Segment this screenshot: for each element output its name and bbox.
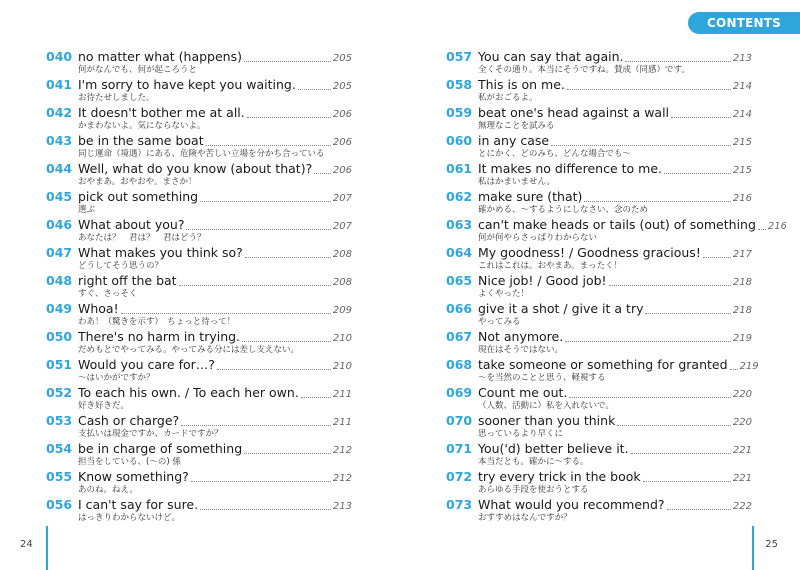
entry-page-number: 215 [732,165,752,176]
dot-leader [609,282,731,286]
entry-page-number: 212 [332,445,352,456]
dot-leader [565,338,731,342]
entry-page-number: 211 [332,389,352,400]
entry-translation: はっきりわからないけど。 [78,513,181,523]
dot-leader [186,226,330,230]
dot-leader [244,450,331,454]
dot-leader [617,422,731,426]
dot-leader [179,282,331,286]
entry-number: 054 [46,441,73,456]
entry-translation: 無理なことを試みる [478,121,555,131]
toc-entry-line [446,497,752,513]
dot-leader [730,366,738,370]
entry-number: 062 [446,189,473,204]
toc-entry[interactable] [446,385,752,413]
entry-number: 044 [46,161,73,176]
toc-entry-line [446,133,752,149]
entry-translation: 確かめる、〜するようにしなさい、念のため [478,205,649,215]
toc-entry[interactable] [446,133,752,161]
entry-number: 067 [446,329,473,344]
toc-entry[interactable] [446,217,787,245]
dot-leader [245,254,331,258]
dot-leader [121,310,331,314]
entry-number: 053 [46,413,73,428]
entry-phrase: right off the bat [78,273,177,288]
dot-leader [200,506,331,510]
toc-entry[interactable] [46,301,352,329]
entry-number: 064 [446,245,473,260]
entry-translation: よくやった！ [478,289,530,299]
entry-translation: おやまあ。おやおや。まさか！ [78,177,197,187]
entry-phrase: You('d) better believe it. [478,441,629,456]
entry-number: 069 [446,385,473,400]
toc-entry[interactable] [446,77,752,105]
toc-entry[interactable] [46,469,352,497]
entry-number: 070 [446,413,473,428]
dot-leader [625,58,730,62]
toc-entry[interactable] [46,441,352,469]
entry-phrase: There's no harm in trying. [78,329,241,344]
entry-page-number: 216 [767,221,787,232]
toc-entry-line [46,217,352,233]
entry-translation: あなたは？ 君は？ 君はどう？ [78,233,206,243]
entry-translation: とにかく、どのみち、どんな場合でも〜 [478,149,631,159]
dot-leader [301,394,331,398]
toc-entry[interactable] [446,105,752,133]
entry-number: 057 [446,49,473,64]
toc-entry[interactable] [46,189,352,217]
entry-phrase: Not anymore. [478,329,564,344]
dot-leader [298,86,331,90]
toc-entry-line [46,133,352,149]
toc-entry-line [446,161,752,177]
entry-translation: 〜を当然のことと思う、軽視する [478,373,606,383]
entry-phrase: What about you? [78,217,185,232]
entry-phrase: Nice job! / Good job! [478,273,607,288]
entry-page-number: 205 [332,53,352,64]
toc-entry-line [46,441,352,457]
toc-entry[interactable] [446,189,752,217]
dot-leader [631,450,731,454]
entry-page-number: 205 [332,81,352,92]
entry-phrase: It doesn't bother me at all. [78,105,245,120]
entry-translation: 選ぶ [78,205,96,215]
toc-entry[interactable] [46,413,352,441]
entry-phrase: no matter what (happens) [78,49,242,64]
toc-entry[interactable] [446,357,759,385]
entry-phrase: You can say that again. [478,49,624,64]
entry-phrase: Know something? [78,469,189,484]
dot-leader [643,478,731,482]
entry-phrase: This is on me. [478,77,565,92]
entry-phrase: It makes no difference to me. [478,161,662,176]
toc-entry[interactable] [446,497,752,525]
dot-leader [584,198,731,202]
toc-entry-line [46,245,352,261]
entry-translation: 担当をしている、(〜の) 係 [78,457,181,467]
toc-entry[interactable] [46,105,352,133]
entry-translation: お待たせしました。 [78,93,155,103]
entry-number: 056 [46,497,73,512]
toc-entry-line [446,357,759,373]
entry-phrase: take someone or something for granted [478,357,728,372]
entry-page-number: 208 [332,249,352,260]
entry-number: 072 [446,469,473,484]
entry-number: 061 [446,161,473,176]
entry-number: 049 [46,301,73,316]
toc-entry[interactable] [446,441,752,469]
entry-page-number: 216 [732,193,752,204]
toc-entry-line [446,301,752,317]
entry-phrase: beat one's head against a wall [478,105,670,120]
entry-number: 059 [446,105,473,120]
entry-number: 041 [46,77,73,92]
dot-leader [667,506,731,510]
entry-number: 068 [446,357,473,372]
toc-entry-line [46,413,352,429]
entry-translation: 同じ運命（境遇）にある、危険や苦しい立場を分かち合っている [78,149,325,159]
entry-number: 060 [446,133,473,148]
toc-entry-line [46,497,352,513]
entry-page-number: 220 [732,417,752,428]
toc-entry-line [46,161,352,177]
entry-page-number: 212 [332,473,352,484]
entry-page-number: 207 [332,193,352,204]
entry-page-number: 215 [732,137,752,148]
entry-page-number: 207 [332,221,352,232]
toc-entry[interactable] [46,273,352,301]
entry-phrase: Cash or charge? [78,413,180,428]
toc-entry[interactable] [446,301,752,329]
entry-page-number: 210 [332,333,352,344]
toc-entry-line [446,217,787,233]
dot-leader [247,114,331,118]
entry-number: 043 [46,133,73,148]
dot-leader [217,366,331,370]
toc-entry[interactable] [46,357,352,385]
entry-phrase: Count me out. [478,385,568,400]
entry-page-number: 210 [332,361,352,372]
dot-leader [181,422,331,426]
page-number-left: 24 [20,539,33,550]
entry-number: 055 [46,469,73,484]
dot-leader [242,338,331,342]
margin-rule-left [46,526,48,570]
entry-phrase: make sure (that) [478,189,583,204]
dot-leader [200,198,331,202]
entry-number: 040 [46,49,73,64]
entry-translation: これはこれは。おやまあ。まったく！ [478,261,623,271]
toc-entry-line [446,413,752,429]
entry-translation: 〜はいかがですか？ [78,373,155,383]
entry-translation: 好き好きだ。 [78,401,130,411]
toc-entry-line [46,77,352,93]
entry-number: 048 [46,273,73,288]
entry-phrase: give it a shot / give it a try [478,301,644,316]
entry-translation: （人数、活動に）私を入れないで。 [478,401,614,411]
toc-entry-line [46,385,352,401]
dot-leader [551,142,731,146]
entry-number: 063 [446,217,473,232]
entry-page-number: 208 [332,277,352,288]
toc-entry[interactable] [46,217,352,245]
toc-entry-line [46,49,352,65]
toc-entry[interactable] [46,49,352,77]
toc-entry-line [446,469,752,485]
toc-entry[interactable] [46,329,352,357]
entry-number: 065 [446,273,473,288]
entry-page-number: 206 [332,109,352,120]
toc-entry-line [46,469,352,485]
entry-page-number: 213 [332,501,352,512]
toc-entry-line [46,301,352,317]
entry-number: 042 [46,105,73,120]
entry-phrase: What makes you think so? [78,245,243,260]
toc-entry[interactable] [46,133,352,161]
entry-phrase: Whoa! [78,301,119,316]
dot-leader [206,142,331,146]
entry-translation: かまわないよ。気にならないよ。 [78,121,206,131]
contents-badge: CONTENTS [688,12,800,34]
right-page [400,0,800,570]
entry-page-number: 214 [732,81,752,92]
entry-phrase: I can't say for sure. [78,497,199,512]
entry-translation: どうしてそう思うの？ [78,261,164,271]
dot-leader [703,254,731,258]
entry-number: 050 [46,329,73,344]
entry-translation: 私がおごるよ。 [478,93,538,103]
entry-page-number: 219 [732,333,752,344]
entry-translation: 何がなんでも、何が起ころうと [78,65,198,75]
toc-entry-line [446,77,752,93]
entry-translation: 本当だとも。確かに〜する。 [478,457,589,467]
dot-leader [314,170,331,174]
dot-leader [645,310,730,314]
toc-entry-list-right [446,49,787,525]
dot-leader [671,114,731,118]
entry-page-number: 220 [732,389,752,400]
entry-phrase: Well, what do you know (about that)? [78,161,313,176]
entry-translation: あのね。ねえ。 [78,485,139,495]
toc-entry[interactable] [46,245,352,273]
entry-phrase: sooner than you think [478,413,616,428]
dot-leader [569,394,731,398]
toc-entry[interactable] [446,161,752,189]
toc-entry-list-left [46,49,352,525]
toc-entry-line [446,385,752,401]
entry-page-number: 206 [332,137,352,148]
dot-leader [191,478,331,482]
entry-translation: すぐ、さっそく [78,289,138,299]
toc-entry-line [446,49,752,65]
dot-leader [567,86,731,90]
toc-entry-line [46,105,352,121]
toc-entry-line [446,329,752,345]
entry-translation: おすすめはなんですか？ [478,513,572,523]
entry-number: 047 [46,245,73,260]
toc-entry-line [446,245,752,261]
entry-phrase: I'm sorry to have kept you waiting. [78,77,296,92]
toc-entry[interactable] [446,273,752,301]
toc-entry-line [46,189,352,205]
toc-entry-line [446,273,752,289]
entry-translation: 全くその通り。本当にそうですね。賛成（同感）です。 [478,65,690,75]
toc-entry-line [46,357,352,373]
entry-translation: 支払いは現金ですか、カードですか？ [78,429,223,439]
entry-phrase: in any case [478,133,550,148]
entry-translation: わあ！（驚きを示す） ちょっと待って！ [78,317,236,327]
entry-page-number: 218 [732,305,752,316]
entry-phrase: be in the same boat [78,133,204,148]
toc-entry-line [46,273,352,289]
entry-translation: やってみる [478,317,521,327]
toc-entry[interactable] [46,77,352,105]
entry-page-number: 221 [732,473,752,484]
entry-page-number: 222 [732,501,752,512]
entry-translation: 何が何やらさっぱりわからない [478,233,598,243]
dot-leader [664,170,731,174]
entry-phrase: pick out something [78,189,199,204]
entry-translation: あらゆる手段を使おうとする [478,485,589,495]
entry-translation: だめもとでやってみる。やってみる分には差し支えない。 [78,345,300,355]
entry-number: 052 [46,385,73,400]
toc-entry-line [446,189,752,205]
entry-phrase: be in charge of something [78,441,243,456]
toc-entry[interactable] [446,413,752,441]
entry-phrase: can't make heads or tails (out) of something [478,217,756,232]
entry-page-number: 211 [332,417,352,428]
entry-phrase: To each his own. / To each her own. [78,385,299,400]
entry-phrase: try every trick in the book [478,469,641,484]
toc-entry[interactable] [46,497,352,525]
entry-number: 046 [46,217,73,232]
entry-translation: 思っているより早くに [478,429,564,439]
dot-leader [758,226,766,230]
toc-entry[interactable] [446,49,752,77]
entry-number: 051 [46,357,73,372]
entry-number: 045 [46,189,73,204]
toc-entry-line [446,105,752,121]
entry-translation: 現在はそうではない。 [478,345,564,355]
entry-page-number: 221 [732,445,752,456]
page-number-right: 25 [765,539,778,550]
toc-entry[interactable] [446,469,752,497]
entry-page-number: 217 [732,249,752,260]
entry-phrase: What would you recommend? [478,497,665,512]
margin-rule-right [752,526,754,570]
toc-entry[interactable] [46,161,352,189]
entry-number: 071 [446,441,473,456]
entry-phrase: My goodness! / Goodness gracious! [478,245,701,260]
entry-page-number: 213 [732,53,752,64]
entry-number: 058 [446,77,473,92]
entry-translation: 私はかまいません。 [478,177,556,187]
toc-entry[interactable] [446,245,752,273]
toc-entry[interactable] [46,385,352,413]
toc-entry[interactable] [446,329,752,357]
toc-entry-line [446,441,752,457]
entry-page-number: 219 [739,361,759,372]
entry-number: 073 [446,497,473,512]
entry-number: 066 [446,301,473,316]
dot-leader [244,58,331,62]
entry-phrase: Would you care for…? [78,357,215,372]
entry-page-number: 218 [732,277,752,288]
entry-page-number: 214 [732,109,752,120]
entry-page-number: 209 [332,305,352,316]
toc-entry-line [46,329,352,345]
entry-page-number: 206 [332,165,352,176]
